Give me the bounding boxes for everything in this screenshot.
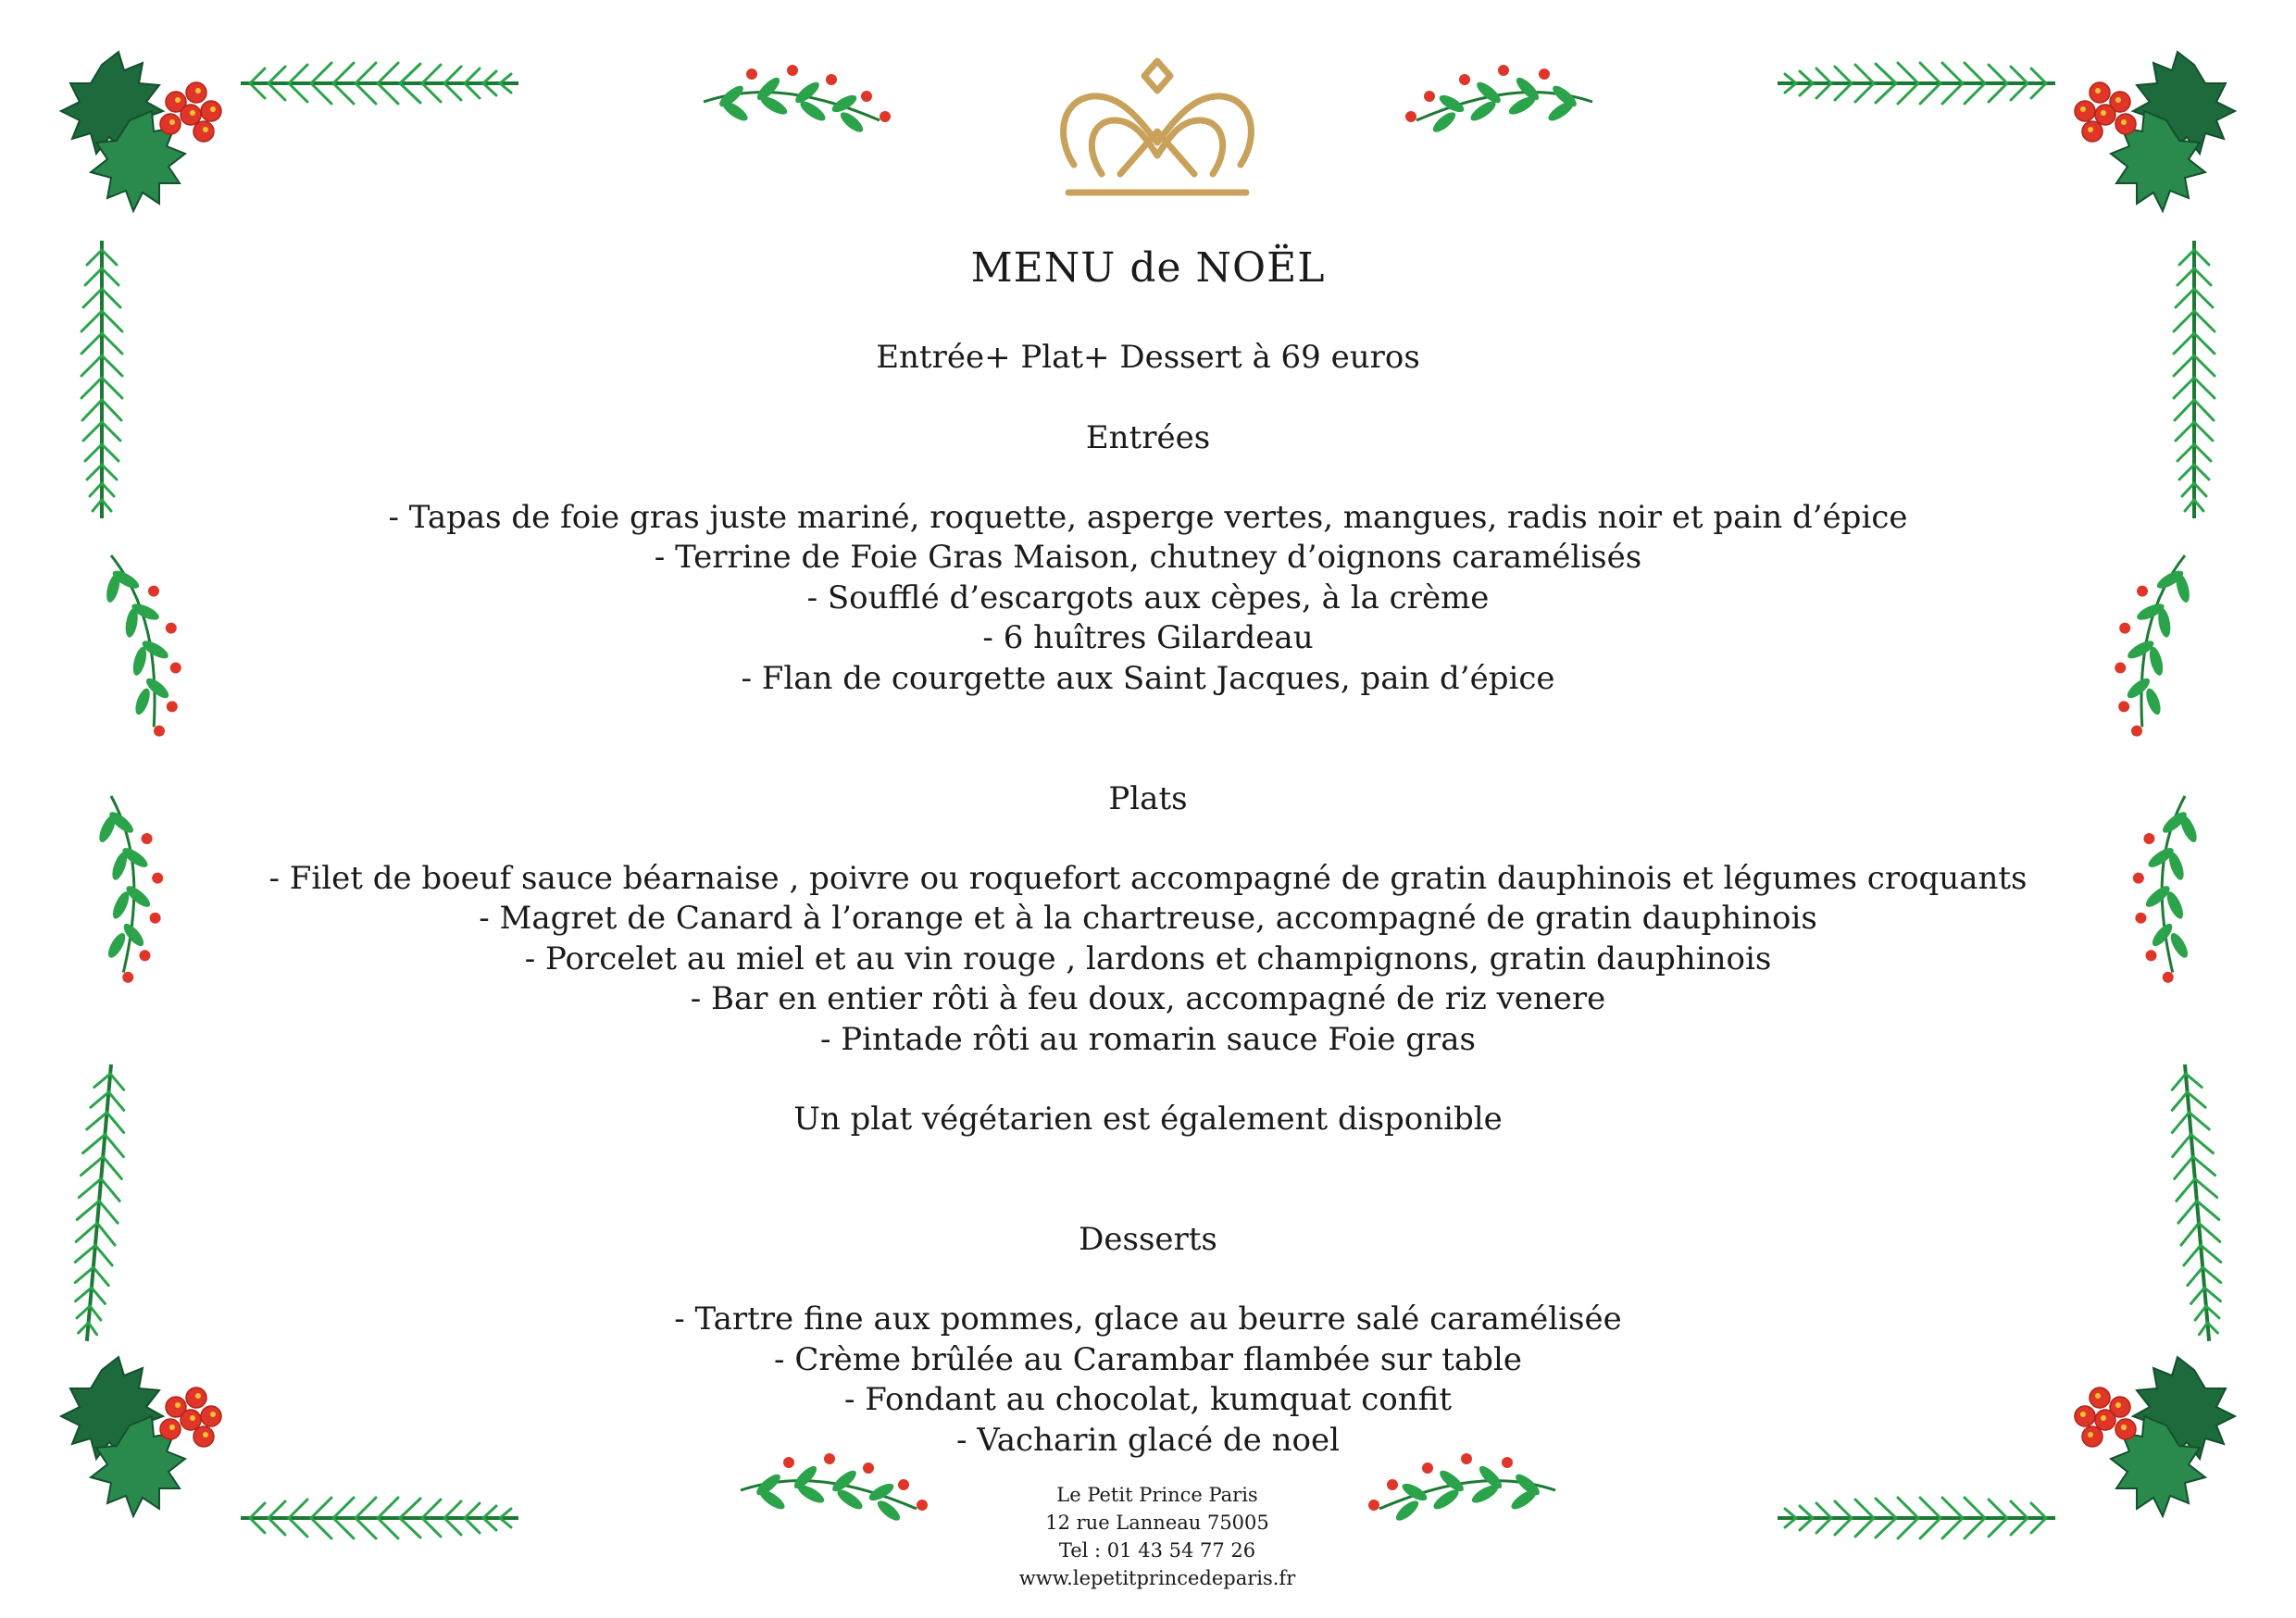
vegetarian-note: Un plat végétarien est également disponible: [793, 1101, 1503, 1139]
menu-item: - Tapas de foie gras juste mariné, roquette, asperge vertes, mangues, radis noir et pain d’épice: [388, 499, 1908, 536]
pine-branch-icon: [67, 1063, 131, 1343]
menu-item: - Vacharin glacé de noel: [956, 1421, 1340, 1459]
berry-sprig-icon: [80, 542, 210, 742]
menu-item: - Terrine de Foie Gras Maison, chutney d’oignons caramélisés: [654, 539, 1642, 577]
entrees-heading: Entrées: [1085, 419, 1211, 456]
restaurant-phone: Tel : 01 43 54 77 26: [1058, 1539, 1256, 1562]
pine-branch-icon: [81, 241, 122, 518]
holly-icon: [61, 1357, 221, 1516]
menu-item: - Crème brûlée au Carambar flambée sur table: [774, 1340, 1522, 1378]
pine-branch-icon: [2165, 1063, 2229, 1343]
menu-item: - Flan de courgette aux Saint Jacques, pain d’épice: [741, 659, 1555, 697]
menu-item: - Tartre fine aux pommes, glace au beurre salé caramélisée: [674, 1301, 1622, 1338]
pine-branch-icon: [1778, 63, 2055, 104]
pine-branch-icon: [1778, 1498, 2055, 1538]
menu-title: MENU de NOËL: [970, 244, 1326, 292]
menu-item: - Filet de boeuf sauce béarnaise , poivre ou roquefort accompagné de gratin dauphinois et légumes croquants: [268, 860, 2028, 898]
berry-sprig-icon: [78, 790, 180, 986]
berry-sprig-icon: [704, 65, 891, 135]
entrees-list: [241, 498, 2055, 699]
holly-icon: [61, 52, 221, 211]
menu-item: - Bar en entier rôti à feu doux, accompagné de riz venere: [690, 980, 1606, 1018]
menu-item: - Fondant au chocolat, kumquat confit: [843, 1381, 1452, 1419]
price-line: Entrée+ Plat+ Dessert à 69 euros: [876, 339, 1420, 376]
plats-list: [241, 859, 2055, 1060]
menu-item: - Soufflé d’escargots aux cèpes, à la crème: [806, 579, 1490, 616]
holly-icon: [2075, 52, 2235, 211]
menu-item: - Magret de Canard à l’orange et à la chartreuse, accompagné de gratin dauphinois: [479, 900, 1817, 938]
menu-item: - 6 huîtres Gilardeau: [982, 619, 1314, 657]
holly-icon: [2075, 1357, 2235, 1516]
menu-item: - Pintade rôti au romarin sauce Foie gras: [819, 1020, 1476, 1058]
desserts-heading: Desserts: [1079, 1221, 1217, 1259]
pine-branch-icon: [2174, 241, 2215, 518]
restaurant-footer: [963, 1481, 1352, 1592]
berry-sprig-icon: [2086, 542, 2216, 742]
menu-item: - Porcelet au miel et au vin rouge , lardons et champignons, gratin dauphinois: [524, 940, 1772, 977]
menu-content: [241, 239, 2055, 1461]
pine-branch-icon: [241, 1498, 518, 1538]
berry-sprig-icon: [2116, 790, 2218, 986]
plats-heading: Plats: [1108, 780, 1188, 818]
restaurant-name: Le Petit Prince Paris: [1056, 1484, 1258, 1506]
crown-logo-icon: [1046, 54, 1268, 209]
berry-sprig-icon: [1405, 65, 1592, 135]
berry-sprig-icon: [1368, 1453, 1555, 1524]
restaurant-website: www.lepetitprincedeparis.fr: [1018, 1567, 1296, 1589]
pine-branch-icon: [241, 63, 518, 104]
restaurant-address: 12 rue Lanneau 75005: [1045, 1512, 1269, 1534]
desserts-list: [241, 1300, 2055, 1461]
berry-sprig-icon: [741, 1453, 928, 1524]
